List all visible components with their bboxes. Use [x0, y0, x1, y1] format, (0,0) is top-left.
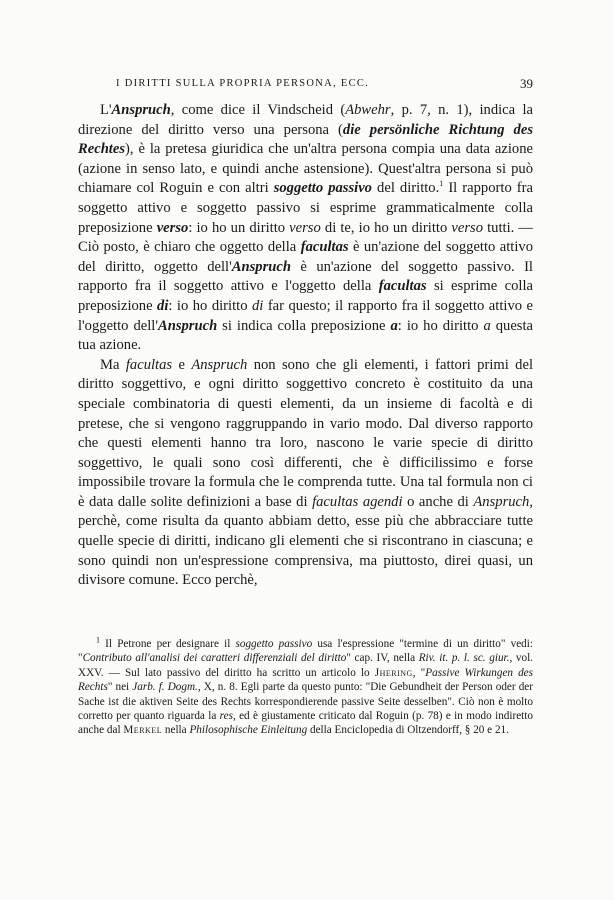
paragraph-anspruch: L'Anspruch, come dice il Vindscheid (Abwehr, p. 7, n. 1), indica la direzione del diritto verso una persona (die persönliche Richtung des Rechtes), è la pretesa giuridica che un'altra persona compia una data azione (azione in senso lato, e quindi anche astensione). Quest'altra persona si può chiamare col Roguin e con altri soggetto passivo del diritto.$^1$ Il rapporto fra soggetto attivo e soggetto passivo si esprime grammaticalmente colla preposizione verso: io ho un diritto verso di te, io ho un diritto verso tutti. — Ciò posto, è chiaro che oggetto della facultas è un'azione del soggetto attivo del diritto, oggetto dell'Anspruch è un'azione del soggetto passivo. Il rapporto fra il soggetto attivo e l'oggetto della facultas si esprime colla preposizione di: io ho diritto di far questo; il rapporto fra il soggetto attivo e l'oggetto dell'Anspruch si indica colla preposizione a: io ho diritto a questa tua azione.: [78, 102, 534, 354]
author-jhering: Jhering: [374, 666, 413, 679]
footnote-number: 1: [96, 635, 100, 645]
term-anspruch: Anspruch: [157, 317, 218, 334]
term-facultas: facultas: [125, 356, 173, 373]
footnote-marker: 1: [439, 179, 444, 189]
term-anspruch: Anspruch: [111, 102, 171, 118]
running-title: I DIRITTI SULLA PROPRIA PERSONA, ECC.: [116, 78, 370, 89]
term-a: a: [390, 317, 398, 334]
citation-contributo: Contributo all'analisi dei caratteri differenziali del diritto: [82, 652, 347, 665]
term-anspruch: Anspruch: [473, 493, 530, 510]
term-facultas-agendi: facultas agendi: [312, 493, 403, 510]
term-persoenliche-richtung: die persönliche Richtung des Rechtes: [78, 121, 533, 158]
citation-abwehr: Abwehr: [345, 102, 391, 118]
citation-jarb: Jarb. f. Dogm.: [132, 681, 198, 694]
citation-passive-wirkungen: Passive Wirkungen des Rechts: [78, 666, 534, 694]
term-soggetto-passivo: soggetto passivo: [273, 180, 372, 197]
term-di: di: [157, 297, 169, 314]
term-verso: verso: [156, 219, 189, 236]
main-text: [78, 101, 533, 591]
term-anspruch: Anspruch: [191, 356, 248, 373]
paragraph-facultas: Ma facultas e Anspruch non sono che gli elementi, i fattori primi del diritto soggettivo, e ogni diritto soggettivo concreto è costituito da una speciale combinatoria di questi elementi, da un insieme di facoltà e di pretese, che si vengono raggruppando in vario modo. Dal diverso rapporto che questi elementi hanno tra loro, nascono le varie specie di diritto soggettivo, le quali sono così differenti, che è difficilissimo e forse impossibile trovare la formula che le comprenda tutte. Una tal formula non ci è data dalle solite definizioni a base di facultas agendi o anche di Anspruch, perchè, come risulta da quanto abbiam detto, esse più che abbracciare tutte quelle specie di diritti, indicano gli elementi che si riscontrano in ciascuna; e sono quindi non un'espressione comprensiva, ma piuttosto, direi quasi, un divisore comune. Ecco perchè,: [78, 356, 533, 589]
citation-rivista: Riv. it. p. l. sc. giur.: [418, 652, 510, 665]
footnote: $^1$ Il Petrone per designare il soggetto passivo usa l'espressione "termine di un diritto" vedi: "Contributo all'analisi dei caratteri differenziali del diritto" cap. IV, nella Riv. it. p. l. sc. giur., vol. XXV. — Sul lato passivo del diritto ha scritto un articolo lo Jhering, "Passive Wirkungen des Rechts" nei Jarb. f. Dogm., X, n. 8. Egli parte da questo punto: "Die Gebundheit der Person oder der Sache ist die aktiven Seite des Rechts korrespondierende passive Seite desselben". Ciò non è molto corretto per quanto riguarda la res, ed è giustamente criticato dal Roguin (p. 78) e in modo indiretto anche dal Merkel nella Philosophische Einleitung della Enciclopedia di Oltzendorff, § 20 e 21.: [78, 635, 534, 737]
author-merkel: Merkel: [123, 724, 163, 737]
citation-philosophische: Philosophische Einleitung: [189, 724, 308, 737]
page-header: [78, 78, 533, 96]
term-anspruch: Anspruch: [231, 258, 291, 275]
term-verso: verso: [289, 219, 321, 236]
term-a: a: [483, 317, 491, 334]
term-facultas: facultas: [378, 278, 427, 295]
term-verso: verso: [451, 219, 483, 236]
term-di: di: [251, 297, 264, 314]
term-facultas: facultas: [300, 239, 349, 256]
page-number: 39: [520, 76, 533, 91]
